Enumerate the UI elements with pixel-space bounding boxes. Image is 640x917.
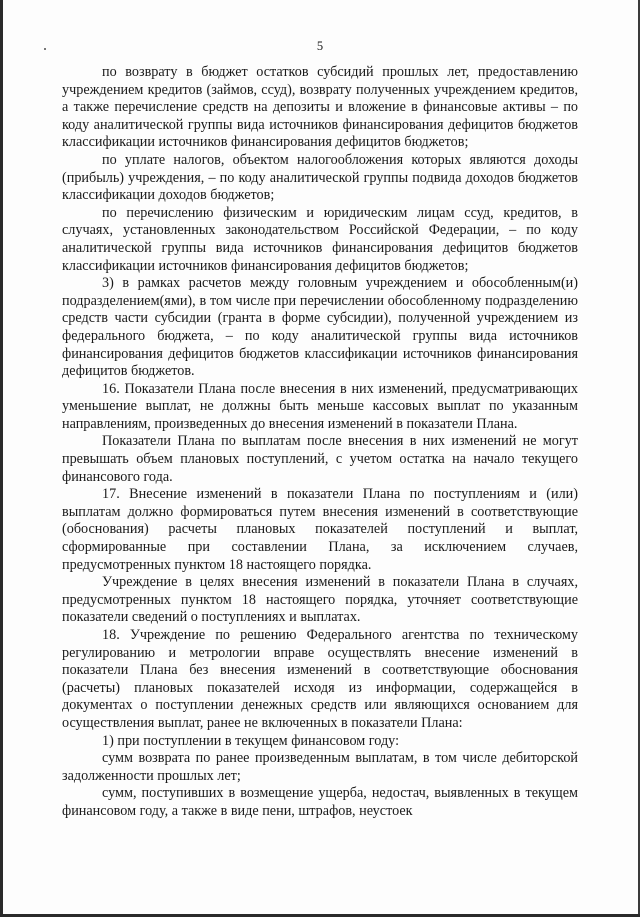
paragraph-return-subsidies: по возврату в бюджет остатков субсидий прошлых лет, предоставлению учреждением кредитов (займов, ссуд), возврату полученных учреждением кредитов, а также перечисление средств на депозиты и вложение в финансовые активы – по коду аналитической группы вида источников финансирования дефицитов бюджетов классификации источников финансирования дефицитов бюджетов; [62,64,578,151]
paragraph-loans-to-persons: по перечислению физическим и юридическим лицам ссуд, кредитов, в случаях, установленных законодательством Российской Федерации, – по коду аналитической группы вида источников финансирования дефицитов бюджетов классификации источников финансирования дефицитов бюджетов; [62,204,578,274]
paragraph-section-16: 16. Показатели Плана после внесения в них изменений, предусматривающих уменьшение выплат, не должны быть меньше кассовых выплат по указанным направлениям, произведенных до внесения изменений в показатели Плана. [62,380,578,432]
paragraph-item-3: 3) в рамках расчетов между головным учреждением и обособленным(и) подразделением(ями), в том числе при перечислении обособленному подразделению средств части субсидии (гранта в форме субсидии), полученной учреждением из федерального бюджета, – по коду аналитической группы вида источников финансирования дефицитов бюджетов классификации источников финансирования дефицитов бюджетов. [62,275,578,380]
paragraph-tax-payment: по уплате налогов, объектом налогообложения которых являются доходы (прибыль) учреждения, – по коду аналитической группы подвида доходов бюджетов классификации доходов бюджетов; [62,151,578,204]
paragraph-section-17: 17. Внесение изменений в показатели Плана по поступлениям и (или) выплатам должно формироваться путем внесения изменений в соответствующие (обоснования) расчеты плановых показателей поступлений и выплат, сформированные при составлении Плана, за исключением случаев, предусмотренных пунктом 18 настоящего порядка. [62,486,578,573]
scan-edge-left [0,0,3,917]
document-body [62,64,578,821]
paragraph-damage-sums: сумм, поступивших в возмещение ущерба, недостач, выявленных в текущем финансовом году, а также в виде пени, штрафов, неустоек [62,785,578,819]
paragraph-item-1: 1) при поступлении в текущем финансовом году: [102,732,400,749]
page-number: 5 [316,39,324,53]
paragraph-refund-sums: сумм возврата по ранее произведенным выплатам, в том числе дебиторской задолженности прошлых лет; [62,750,578,784]
paragraph-section-18: 18. Учреждение по решению Федерального агентства по техническому регулированию и метрологии вправе осуществлять внесение изменений в показатели Плана без внесения изменений в соответствующие обоснования (расчеты) плановых показателей исходя из информации, содержащейся в документах о поступлении денежных средств или являющихся основанием для осуществления выплат, ранее не включенных в показатели Плана: [62,627,578,731]
paragraph-institution-updates: Учреждение в целях внесения изменений в показатели Плана в случаях, предусмотренных пунктом 18 настоящего порядка, уточняет соответствующие показатели сведений о поступлениях и выплатах. [62,574,578,626]
paragraph-payment-limits: Показатели Плана по выплатам после внесения в них изменений не могут превышать объем плановых поступлений, с учетом остатка на начало текущего финансового года. [62,433,578,485]
